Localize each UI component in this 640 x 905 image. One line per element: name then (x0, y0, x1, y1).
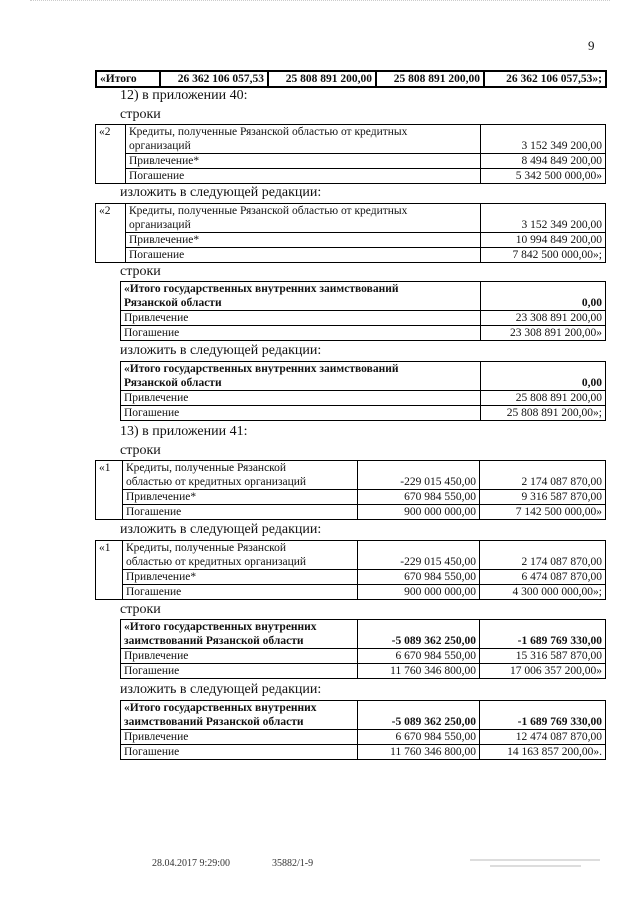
table-row (96, 570, 606, 585)
cell: 23 308 891 200,00 (481, 311, 606, 326)
cell: -1 689 769 330,00 (480, 715, 606, 730)
cell (481, 362, 606, 377)
cell (480, 541, 606, 556)
appendix41-new-credits (95, 540, 606, 600)
table-row (121, 715, 606, 730)
footer-doc-number: 35882/1-9 (272, 858, 314, 869)
table-row (96, 233, 606, 248)
section-heading: 12) в приложении 40: (120, 88, 248, 103)
cell: 25 808 891 200,00»; (481, 406, 606, 421)
total-row-table (95, 70, 607, 88)
section-heading: 13) в приложении 41: (120, 424, 248, 439)
table-row (96, 154, 606, 169)
cell (96, 248, 126, 263)
cell: Привлечение* (123, 570, 358, 585)
cell: 2 174 087 870,00 (480, 555, 606, 570)
cell: Привлечение* (126, 154, 481, 169)
cell (96, 505, 123, 520)
footer-date: 28.04.2017 9:29:00 (152, 858, 231, 869)
rows-label: строки (120, 443, 161, 458)
faint-stamp (470, 855, 600, 881)
cell: Погашение (121, 406, 481, 421)
cell: 6 474 087 870,00 (480, 570, 606, 585)
table-row (96, 139, 606, 154)
table-row (96, 490, 606, 505)
table-row (121, 406, 606, 421)
table-row (121, 282, 606, 297)
cell: «Итого государственных внутренних заимствований (121, 282, 481, 297)
rows-label: строки (120, 107, 161, 122)
rows-label: строки (120, 602, 161, 617)
table-row (96, 169, 606, 184)
rows-label: строки (120, 264, 161, 279)
cell (96, 570, 123, 585)
cell: Кредиты, полученные Рязанской областью от кредитных (126, 204, 481, 219)
cell: Кредиты, полученные Рязанской (123, 541, 358, 556)
cell: -5 089 362 250,00 (358, 715, 480, 730)
cell: 4 300 000 000,00»; (480, 585, 606, 600)
cell: «Итого государственных внутренних заимствований (121, 362, 481, 377)
cell: 0,00 (481, 296, 606, 311)
replace-label: изложить в следующей редакции: (120, 343, 322, 358)
table-row (96, 461, 606, 476)
cell: 25 808 891 200,00 (376, 71, 484, 87)
cell (358, 620, 480, 635)
table-row (121, 296, 606, 311)
cell: 7 842 500 000,00»; (481, 248, 606, 263)
cell: 900 000 000,00 (358, 505, 480, 520)
cell: -229 015 450,00 (358, 475, 480, 490)
cell: Привлечение (121, 649, 358, 664)
cell: 10 994 849 200,00 (481, 233, 606, 248)
table-row (96, 541, 606, 556)
cell: Погашение (126, 248, 481, 263)
cell: Погашение (121, 326, 481, 341)
table-row (121, 664, 606, 679)
cell: областью от кредитных организаций (123, 555, 358, 570)
cell (480, 620, 606, 635)
replace-label: изложить в следующей редакции: (120, 522, 322, 537)
cell: 17 006 357 200,00» (480, 664, 606, 679)
appendix41-new-total (120, 700, 606, 760)
table-row (96, 125, 606, 140)
cell (96, 585, 123, 600)
cell: 26 362 106 057,53 (160, 71, 268, 87)
cell (96, 475, 123, 490)
cell (480, 461, 606, 476)
cell: -5 089 362 250,00 (358, 634, 480, 649)
appendix41-old-credits (95, 460, 606, 520)
cell: заимствований Рязанской области (121, 634, 358, 649)
cell: 670 984 550,00 (358, 490, 480, 505)
table-row (121, 634, 606, 649)
table-row (96, 555, 606, 570)
cell: Погашение (123, 505, 358, 520)
cell: 6 670 984 550,00 (358, 730, 480, 745)
cell: 25 808 891 200,00 (481, 391, 606, 406)
cell: 11 760 346 800,00 (358, 664, 480, 679)
table-row (121, 730, 606, 745)
table-row (121, 391, 606, 406)
cell: 14 163 857 200,00». (480, 745, 606, 760)
cell: 12 474 087 870,00 (480, 730, 606, 745)
replace-label: изложить в следующей редакции: (120, 682, 322, 697)
cell (480, 701, 606, 716)
cell: областью от кредитных организаций (123, 475, 358, 490)
table-row (96, 475, 606, 490)
appendix40-old-total (120, 281, 606, 341)
scan-edge (30, 0, 610, 4)
cell: 900 000 000,00 (358, 585, 480, 600)
cell: Привлечение (121, 730, 358, 745)
table-row (96, 248, 606, 263)
cell: 15 316 587 870,00 (480, 649, 606, 664)
cell: Рязанской области (121, 376, 481, 391)
cell: 9 316 587 870,00 (480, 490, 606, 505)
table-row (121, 311, 606, 326)
cell: 11 760 346 800,00 (358, 745, 480, 760)
cell: 3 152 349 200,00 (481, 139, 606, 154)
cell: -229 015 450,00 (358, 555, 480, 570)
cell (96, 169, 126, 184)
cell: 3 152 349 200,00 (481, 218, 606, 233)
cell: 5 342 500 000,00» (481, 169, 606, 184)
cell (96, 218, 126, 233)
cell: 26 362 106 057,53»; (484, 71, 606, 87)
cell (358, 461, 480, 476)
cell: Привлечение (121, 391, 481, 406)
cell: «2 (96, 125, 126, 140)
table-row (121, 745, 606, 760)
table-row (96, 585, 606, 600)
cell (96, 555, 123, 570)
cell: 0,00 (481, 376, 606, 391)
cell: Кредиты, полученные Рязанской областью от кредитных (126, 125, 481, 140)
table-row (96, 218, 606, 233)
cell: «2 (96, 204, 126, 219)
appendix41-old-total (120, 619, 606, 679)
cell: 670 984 550,00 (358, 570, 480, 585)
cell: Погашение (126, 169, 481, 184)
cell: «1 (96, 541, 123, 556)
cell: организаций (126, 139, 481, 154)
cell: 25 808 891 200,00 (268, 71, 376, 87)
cell: 8 494 849 200,00 (481, 154, 606, 169)
appendix40-new-total (120, 361, 606, 421)
cell: заимствований Рязанской области (121, 715, 358, 730)
cell: 6 670 984 550,00 (358, 649, 480, 664)
cell (358, 701, 480, 716)
appendix40-old-credits (95, 124, 606, 184)
cell: Погашение (123, 585, 358, 600)
table-row (96, 505, 606, 520)
cell: Кредиты, полученные Рязанской (123, 461, 358, 476)
cell: организаций (126, 218, 481, 233)
table-row (121, 326, 606, 341)
replace-label: изложить в следующей редакции: (120, 185, 322, 200)
cell: «Итого (96, 71, 160, 87)
cell (96, 139, 126, 154)
cell: «1 (96, 461, 123, 476)
table-row (121, 376, 606, 391)
appendix40-new-credits (95, 203, 606, 263)
cell (481, 125, 606, 140)
cell: Погашение (121, 745, 358, 760)
cell: «Итого государственных внутренних (121, 620, 358, 635)
cell (96, 233, 126, 248)
cell (481, 282, 606, 297)
cell: Привлечение* (123, 490, 358, 505)
cell: 23 308 891 200,00» (481, 326, 606, 341)
cell (358, 541, 480, 556)
cell: 2 174 087 870,00 (480, 475, 606, 490)
table-row (96, 204, 606, 219)
cell: -1 689 769 330,00 (480, 634, 606, 649)
cell (96, 154, 126, 169)
table-row (121, 701, 606, 716)
page-number: 9 (588, 38, 595, 53)
cell: Погашение (121, 664, 358, 679)
cell (96, 490, 123, 505)
cell (481, 204, 606, 219)
cell: Привлечение (121, 311, 481, 326)
cell: Привлечение* (126, 233, 481, 248)
table-row (121, 649, 606, 664)
table-row (121, 362, 606, 377)
cell: Рязанской области (121, 296, 481, 311)
table-row (96, 71, 606, 87)
cell: «Итого государственных внутренних (121, 701, 358, 716)
cell: 7 142 500 000,00» (480, 505, 606, 520)
table-row (121, 620, 606, 635)
